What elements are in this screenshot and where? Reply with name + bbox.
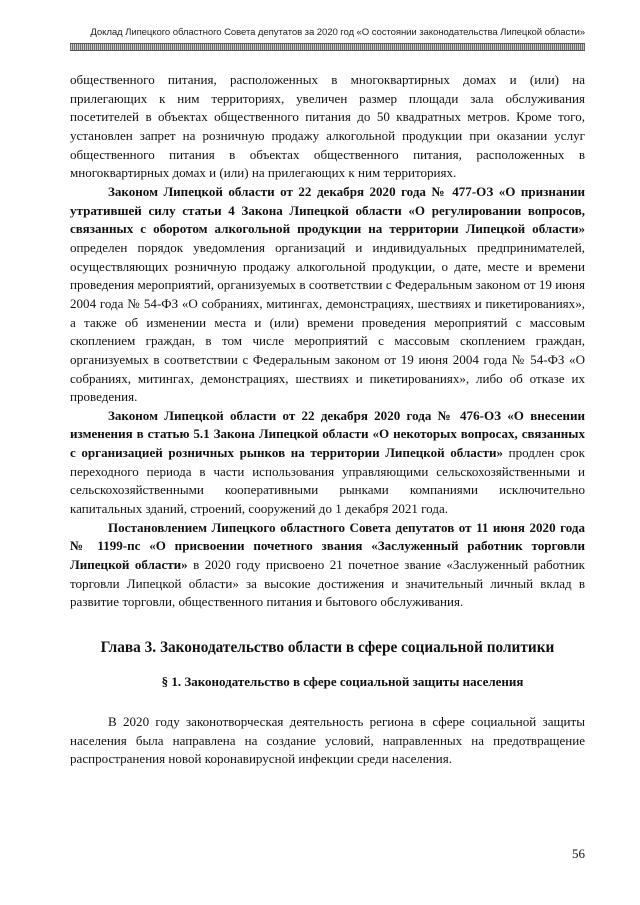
section-heading: § 1. Законодательство в сфере социальной защиты населения — [161, 674, 524, 690]
paragraph-social-protection: В 2020 году законотворческая деятельность региона в сфере социальной защиты населения была направлена на создание условий, направленных на предотвращение распространения новой коронавирусной инфекции среди населения. — [70, 714, 585, 767]
paragraph-law-477 — [70, 183, 585, 407]
resolution-1199-text: в 2020 году присвоено 21 почетное звание «Заслуженный работник торговли Липецкой области» за высокие достижения и значительный личный вклад в развитие торговли, общественного питания и бытового обслуживания. — [70, 557, 585, 610]
law-477-text: определен порядок уведомления организаций и индивидуальных предпринимателей, осуществляющих розничную продажу алкогольной продукции, о дате, месте и времени проведения мероприятий, организуемых в соответствии с Федеральным законом от 19 июня 2004 года № 54-ФЗ «О собраниях, митингах, демонстрациях, шествиях и пикетированиях», а также об изменении места и (или) времени проведения мероприятий с массовым скоплением граждан, в том числе мероприятий с массовым скоплением граждан, организуемых в соответствии с Федеральным законом от 19 июня 2004 года № 54-ФЗ «О собраниях, митингах, демонстрациях, шествиях и пикетированиях», либо об отказе их проведения. — [70, 239, 585, 405]
law-477-title: Законом Липецкой области от 22 декабря 2020 года № 477-ОЗ «О признании утратившей силу статьи 4 Закона Липецкой области «О регулировании вопросов, связанных с оборотом алкогольной продукции на территории Липецкой области» — [70, 183, 585, 237]
running-header: Доклад Липецкого областного Совета депутатов за 2020 год «О состоянии законодательства Липецкой области» — [90, 27, 585, 38]
law-476-text: продлен срок переходного периода в части использования управляющими сельскохозяйственными и сельскохозяйственными кооперативными рынками компаниями исключительно капитальных зданий, строений, сооружений до 1 декабря 2021 года. — [70, 445, 585, 517]
resolution-1199-title: Постановлением Липецкого областного Совета депутатов от 11 июня 2020 года № 1199-пс «О присвоении почетного звания «Заслуженный работник торговли Липецкой области» — [70, 519, 585, 573]
page-number: 56 — [572, 846, 585, 861]
law-476-title: Законом Липецкой области от 22 декабря 2020 года № 476-ОЗ «О внесении изменения в статью 5.1 Закона Липецкой области «О некоторых вопросах, связанных с организацией розничных рынков на территории Липецкой области» — [70, 407, 585, 461]
paragraph-continuation: общественного питания, расположенных в многоквартирных домах и (или) на прилегающих к ним территориях, увеличен размер площади зала обслуживания посетителей в объектах общественного питания до 50 квадратных метров. Кроме того, установлен запрет на розничную продажу алкогольной продукции при оказании услуг общественного питания в объектах общественного питания, расположенных в многоквартирных домах и (или) на прилегающих к ним территориях. — [70, 72, 585, 181]
chapter-heading: Глава 3. Законодательство области в сфере социальной политики — [100, 639, 555, 657]
header-divider — [70, 43, 585, 51]
paragraph-resolution-1199 — [70, 519, 585, 612]
page-body — [70, 71, 585, 769]
paragraph-law-476 — [70, 407, 585, 519]
